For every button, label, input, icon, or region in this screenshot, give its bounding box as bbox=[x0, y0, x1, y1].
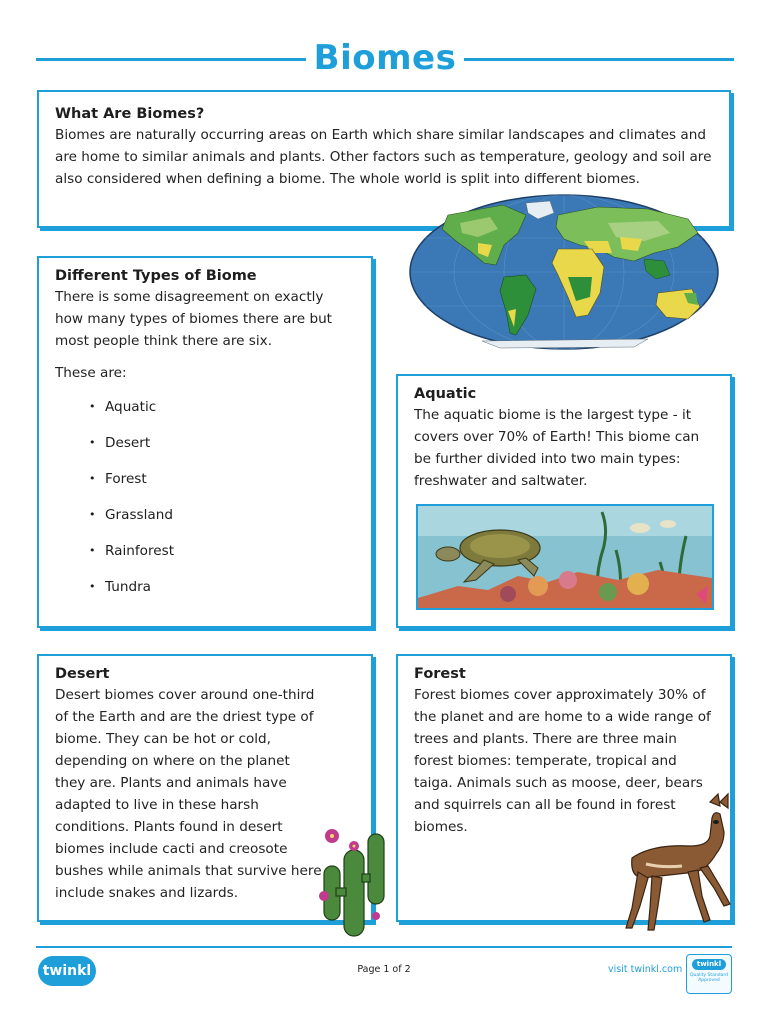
what-body: Biomes are naturally occurring areas on Earth which share similar landscapes and climates and are home to similar animals and plants. Other factors such as temperature, geology and soil are also considered when defining a biome. The whole world is split into different biomes. bbox=[55, 127, 712, 187]
deer-svg bbox=[612, 788, 736, 934]
quality-badge bbox=[686, 954, 732, 994]
list-item: • Tundra bbox=[89, 578, 355, 596]
ocean-scene-image bbox=[416, 504, 714, 610]
what-heading: What Are Biomes? bbox=[55, 106, 205, 122]
list-item: • Desert bbox=[89, 434, 355, 452]
ocean-scene-svg bbox=[418, 506, 712, 608]
desert-body: Desert biomes cover around one-third of the Earth and are the driest type of biome. They can be hot or cold, depending on where on the planet they are. Plants and animals have adapted to live in these harsh conditions. Plants found in desert biomes include cacti and creosote bushes while animals that survive here include snakes and lizards. bbox=[55, 687, 322, 901]
biome-list bbox=[89, 398, 355, 596]
desert-heading: Desert bbox=[55, 666, 110, 682]
aquatic-box bbox=[396, 374, 732, 628]
badge-text: Quality Standard Approved bbox=[690, 973, 728, 983]
list-item: • Rainforest bbox=[89, 542, 355, 560]
types-body: There is some disagreement on exactly how many types of biomes there are but most people think there are six. bbox=[55, 289, 333, 349]
aquatic-heading: Aquatic bbox=[414, 386, 477, 402]
badge-logo: twinkl bbox=[692, 959, 726, 970]
list-item: • Aquatic bbox=[89, 398, 355, 416]
aquatic-body: The aquatic biome is the largest type - it covers over 70% of Earth! This biome can be further divided into two main types: freshwater and saltwater. bbox=[414, 407, 700, 489]
list-item: • Forest bbox=[89, 470, 355, 488]
page-title: Biomes bbox=[313, 38, 457, 78]
title-rule-right bbox=[464, 58, 734, 61]
footer-rule bbox=[36, 946, 732, 948]
types-intro: These are: bbox=[55, 365, 127, 381]
world-map-image bbox=[408, 193, 720, 351]
twinkl-logo[interactable]: twinkl bbox=[38, 956, 96, 986]
page-number: Page 1 of 2 bbox=[357, 964, 411, 975]
page-header bbox=[36, 38, 734, 82]
list-item: • Grassland bbox=[89, 506, 355, 524]
types-of-biome-box bbox=[37, 256, 373, 628]
deer-image bbox=[612, 788, 736, 934]
types-heading: Different Types of Biome bbox=[55, 268, 257, 284]
world-map-svg bbox=[408, 193, 720, 351]
cactus-svg bbox=[316, 824, 392, 938]
cactus-image bbox=[316, 824, 392, 938]
forest-body: Forest biomes cover approximately 30% of the planet and are home to a wide range of trees and plants. There are three main forest biomes: temperate, tropical and taiga. Animals such as moose, deer, bears and squirrels can all be found in forest biomes. bbox=[414, 687, 711, 835]
forest-heading: Forest bbox=[414, 666, 466, 682]
visit-link[interactable]: visit twinkl.com bbox=[608, 964, 683, 975]
